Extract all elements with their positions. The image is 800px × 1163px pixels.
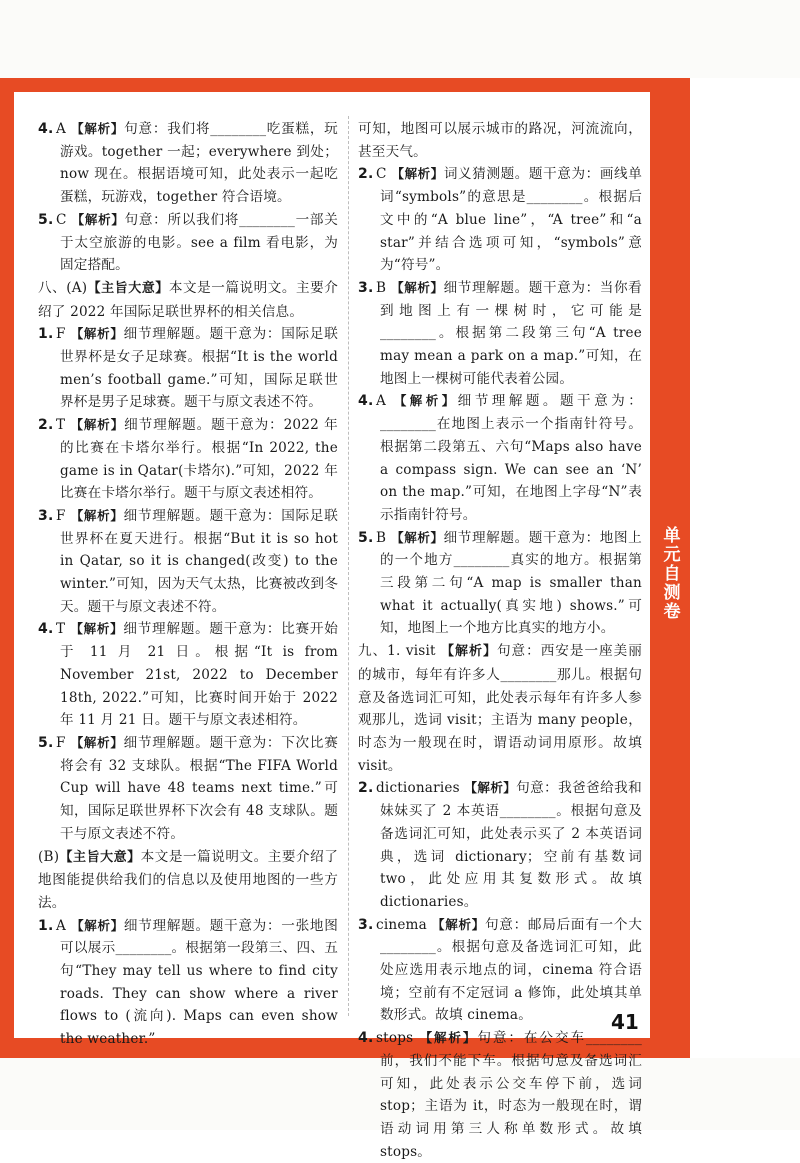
item-text: F 【解析】细节理解题。题干意为：国际足联世界杯是女子足球赛。根据“It is the world men’s football game.”可知，国际足联世界杯是男子足球赛。题干与原文表述不符。	[56, 326, 338, 411]
bracket-tag: 【解析】	[71, 121, 125, 136]
item-number: 3.	[38, 507, 54, 524]
item-number: 4.	[38, 621, 54, 638]
item-text: dictionaries 【解析】句意：我爸爸给我和妹妹买了 2 本英语________。根据句意及备选词汇可知，此处表示买了 2 本英语词典，选词 dictionary；空前有基数词 two，此处应用其复数形式。故填 dictionaries。	[376, 780, 642, 910]
answer-item	[38, 323, 338, 414]
bracket-tag: 【解析】	[70, 326, 124, 342]
answer-item	[358, 1027, 642, 1163]
answer-item	[358, 777, 642, 913]
item-number: 2.	[358, 780, 374, 797]
page-number: 41	[611, 1010, 639, 1034]
item-number: 4.	[38, 121, 54, 137]
bracket-tag: 【解析】	[464, 780, 517, 796]
bracket-tag: 【解析】	[432, 916, 485, 932]
item-text: B 【解析】细节理解题。题干意为：地图上的一个地方________真实的地方。根据第三段第二句“A map is smaller than what it actually(真实地) shows.”可知，地图上一个地方比真实的地方小。	[376, 529, 642, 637]
bracket-tag: 【解析】	[71, 917, 124, 933]
answer-item	[358, 163, 642, 277]
answer-item	[38, 915, 338, 1051]
bracket-tag: 【解析】	[70, 507, 124, 523]
bracket-tag: 【解析】	[391, 166, 444, 182]
section-paragraph	[358, 118, 642, 163]
item-number: 2.	[358, 166, 374, 183]
bracket-tag: 【解析】	[393, 393, 458, 409]
item-text: F 【解析】细节理解题。题干意为：下次比赛将会有 32 支球队。根据“The FIFA World Cup will have 48 teams next time.”可知，国际足联世界杯下次会有 48 支球队。题干与原文表述不符。	[56, 734, 338, 842]
answer-item	[38, 505, 338, 619]
item-text: T 【解析】细节理解题。题干意为：比赛开始于 11 月 21 日。根据“It is from November 21st, 2022 to December 18th, 2022.”可知，比赛时间开始于 2022 年 11 月 21 日。题干与原文表述相符。	[56, 621, 338, 729]
bracket-tag: 【主旨大意】	[87, 280, 169, 296]
item-text: F 【解析】细节理解题。题干意为：国际足联世界杯在夏天进行。根据“But it is so hot in Qatar, so it is changed(改变) to the winter.”可知，因为天气太热，比赛被改到冬天。题干与原文表述不符。	[56, 507, 338, 615]
column-divider	[348, 116, 349, 1016]
item-number: 3.	[358, 916, 374, 933]
item-number: 1.	[38, 326, 54, 343]
item-text: C 【解析】词义猜测题。题干意为：画线单词“symbols”的意思是________。根据后文中的“A blue line”，“A tree”和“a star”并结合选项可知，“symbols”意为“符号”。	[376, 166, 642, 274]
left-column	[38, 118, 338, 1051]
item-text: cinema 【解析】句意：邮局后面有一个大________。根据句意及备选词汇可知，此处应选用表示地点的词，cinema 符合语境；空前有不定冠词 a 修饰，此处填其单数形式。故填 cinema。	[376, 916, 642, 1024]
bracket-tag: 【解析】	[419, 1030, 478, 1046]
item-number: 5.	[38, 211, 54, 228]
item-text: C 【解析】句意：所以我们将________一部关于太空旅游的电影。see a film 看电影，为固定搭配。	[56, 211, 338, 274]
item-text: A 【解析】细节理解题。题干意为：一张地图可以展示________。根据第一段第三、四、五句“They may tell us where to find city roads. They can show where a river flows to (流向). Maps can even show the weather.”	[56, 917, 338, 1048]
item-number: 4.	[358, 393, 374, 410]
item-text: 八、(A)【主旨大意】本文是一篇说明文。主要介绍了 2022 年国际足联世界杯的相关信息。	[38, 279, 338, 320]
answer-item	[38, 209, 338, 277]
item-number: 3.	[358, 279, 374, 296]
bracket-tag: 【解析】	[71, 211, 125, 227]
answer-item	[38, 732, 338, 846]
section-paragraph	[38, 846, 338, 915]
item-number: 5.	[38, 734, 54, 751]
item-number: 1.	[38, 917, 54, 934]
bracket-tag: 【解析】	[391, 279, 444, 295]
answer-item	[38, 414, 338, 505]
answer-item	[358, 277, 642, 391]
section-paragraph	[358, 640, 642, 777]
bracket-tag: 【解析】	[391, 529, 444, 545]
item-text: B 【解析】细节理解题。题干意为：当你看到地图上有一棵树时，它可能是________。根据第二段第三句“A tree may mean a park on a map.”可知，在地图上一棵树可能代表着公园。	[376, 279, 642, 387]
right-column	[358, 118, 642, 1163]
answer-item	[358, 390, 642, 526]
item-text: 九、1. visit 【解析】句意：西安是一座美丽的城市，每年有许多人________那儿。根据句意及备选词汇可知，此处表示每年有许多人参观那儿，选词 visit；主语为 many people，时态为一般现在时，谓语动词用原形。故填visit。	[358, 643, 642, 774]
answer-item	[38, 618, 338, 732]
answer-item	[38, 118, 338, 209]
item-text: (B)【主旨大意】本文是一篇说明文。主要介绍了地图能提供给我们的信息以及使用地图的一些方法。	[38, 848, 338, 911]
bracket-tag: 【解析】	[440, 644, 497, 660]
item-text: T 【解析】细节理解题。题干意为：2022 年的比赛在卡塔尔举行。根据“In 2022, the game is in Qatar(卡塔尔).”可知，2022 年比赛在卡塔尔举行。题干与原文表述相符。	[56, 417, 338, 502]
answer-item	[358, 527, 642, 641]
item-text: stops 【解析】句意：在公交车________前，我们不能下车。根据句意及备选词汇可知，此处表示公交车停下前，选词 stop；主语为 it，时态为一般现在时，谓语动词用第三人称单数形式。故填 stops。	[376, 1030, 642, 1160]
bracket-tag: 【解析】	[70, 621, 124, 637]
unit-test-side-tab	[650, 516, 690, 630]
item-number: 4.	[358, 1030, 374, 1047]
side-tab-label: 单元自测卷	[659, 525, 680, 621]
bracket-tag: 【解析】	[70, 417, 125, 433]
item-number: 5.	[358, 529, 374, 546]
scan-background-top	[0, 0, 800, 78]
item-text: 可知，地图可以展示城市的路况，河流流向，甚至天气。	[358, 121, 642, 160]
item-text: A 【解析】细节理解题。题干意为：________在地图上表示一个指南针符号。根据第二段第五、六句“Maps also have a compass sign. We can see an ‘N’ on the map.”可知，在地图上字母“N”表示指南针符号。	[376, 393, 642, 523]
item-text: A 【解析】句意：我们将________吃蛋糕，玩游戏。together 一起；everywhere 到处；now 现在。根据语境可知，此处表示一起吃蛋糕，玩游戏，together 符合语境。	[56, 121, 338, 206]
section-paragraph	[38, 277, 338, 323]
bracket-tag: 【解析】	[70, 734, 124, 750]
item-number: 2.	[38, 417, 54, 434]
answer-item	[358, 914, 642, 1028]
bracket-tag: 【主旨大意】	[59, 849, 141, 865]
